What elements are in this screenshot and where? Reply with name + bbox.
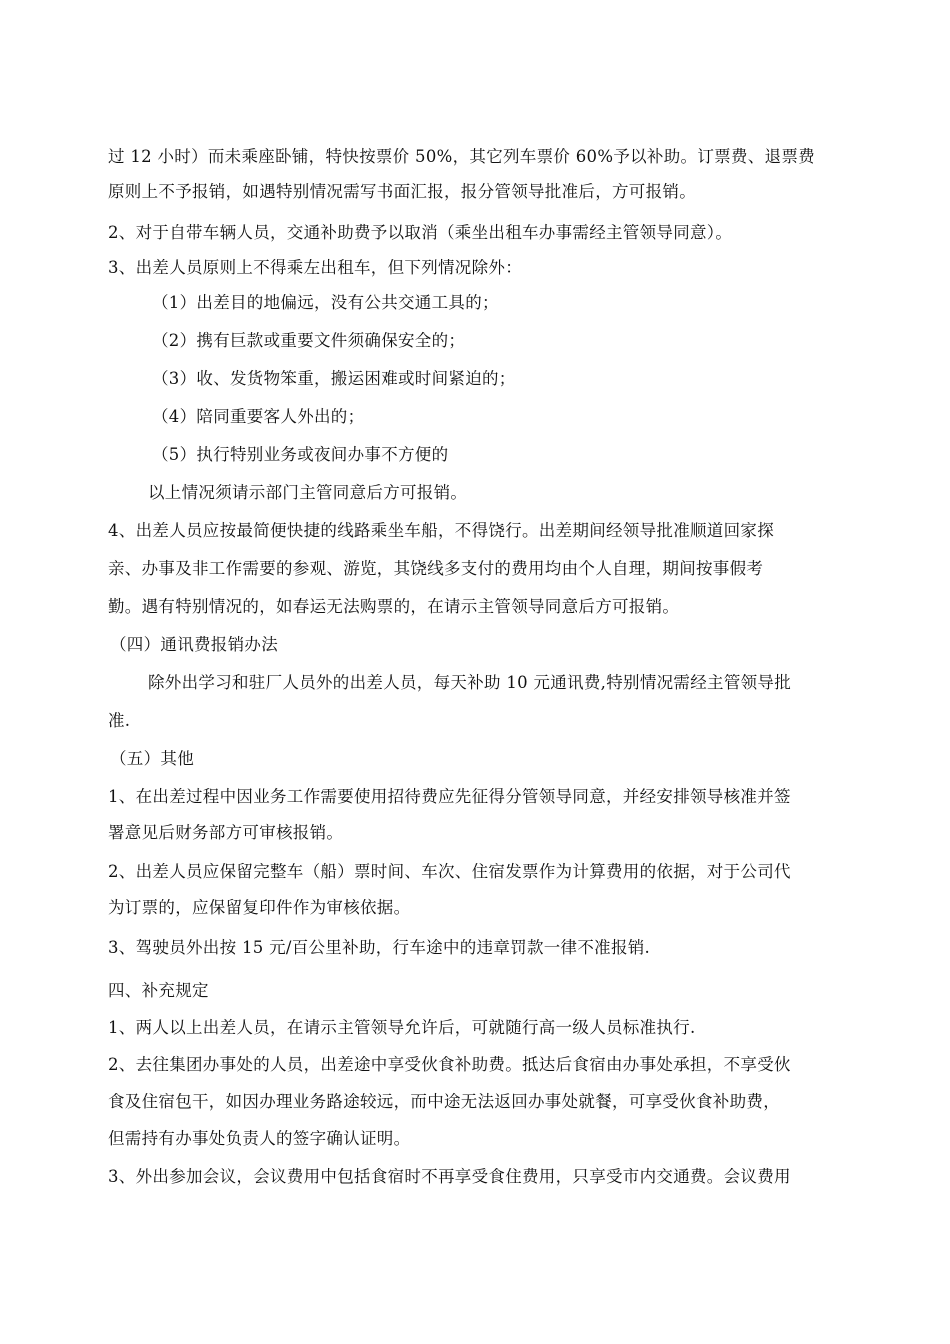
paragraph-line: 过 12 小时）而未乘座卧铺，特快按票价 50%，其它列车票价 60%予以补助。订票费、退票费 [108, 147, 815, 166]
section-heading: 四、补充规定 [108, 981, 209, 1000]
paragraph-line: 勤。遇有特别情况的，如春运无法购票的，在请示主管领导同意后方可报销。 [108, 597, 680, 616]
list-item: 2、出差人员应保留完整车（船）票时间、车次、住宿发票作为计算费用的依据，对于公司代 [108, 862, 791, 881]
list-item: 4、出差人员应按最简便快捷的线路乘坐车船，不得饶行。出差期间经领导批准顺道回家探 [108, 521, 774, 540]
paragraph-line: 但需持有办事处负责人的签字确认证明。 [108, 1129, 411, 1148]
section-heading: （四）通讯费报销办法 [110, 635, 278, 654]
list-item: 1、两人以上出差人员，在请示主管领导允许后，可就随行高一级人员标准执行. [108, 1018, 696, 1037]
paragraph-line: 除外出学习和驻厂人员外的出差人员，每天补助 10 元通讯费,特别情况需经主管领导批 [148, 673, 792, 692]
list-item: 3、出差人员原则上不得乘左出租车，但下列情况除外： [108, 258, 522, 277]
sub-list-item: （5）执行特别业务或夜间办事不方便的 [152, 445, 449, 464]
list-item: 2、去往集团办事处的人员，出差途中享受伙食补助费。抵达后食宿由办事处承担，不享受伙 [108, 1055, 791, 1074]
paragraph-line: 为订票的，应保留复印件作为审核依据。 [108, 898, 411, 917]
sub-list-item: （3）收、发货物笨重，搬运困难或时间紧迫的； [152, 369, 516, 388]
paragraph-line: 以上情况须请示部门主管同意后方可报销。 [148, 483, 468, 502]
sub-list-item: （4）陪同重要客人外出的； [152, 407, 365, 426]
sub-list-item: （1）出差目的地偏远，没有公共交通工具的； [152, 293, 499, 312]
paragraph-line: 亲、办事及非工作需要的参观、游览，其饶线多支付的费用均由个人自理，期间按事假考 [108, 559, 764, 578]
paragraph-line: 食及住宿包干，如因办理业务路途较远，而中途无法返回办事处就餐，可享受伙食补助费， [108, 1092, 780, 1111]
section-heading: （五）其他 [110, 749, 194, 768]
sub-list-item: （2）携有巨款或重要文件须确保安全的； [152, 331, 466, 350]
paragraph-line: 署意见后财务部方可审核报销。 [108, 823, 344, 842]
paragraph-line: 准. [108, 711, 131, 730]
list-item: 2、对于自带车辆人员，交通补助费予以取消（乘坐出租车办事需经主管领导同意）。 [108, 223, 733, 242]
list-item: 3、外出参加会议，会议费用中包括食宿时不再享受食住费用，只享受市内交通费。会议费用 [108, 1167, 791, 1186]
list-item: 3、驾驶员外出按 15 元/百公里补助，行车途中的违章罚款一律不准报销. [108, 938, 651, 957]
list-item: 1、在出差过程中因业务工作需要使用招待费应先征得分管领导同意，并经安排领导核准并签 [108, 787, 791, 806]
paragraph-line: 原则上不予报销，如遇特别情况需写书面汇报，报分管领导批准后，方可报销。 [108, 182, 696, 201]
